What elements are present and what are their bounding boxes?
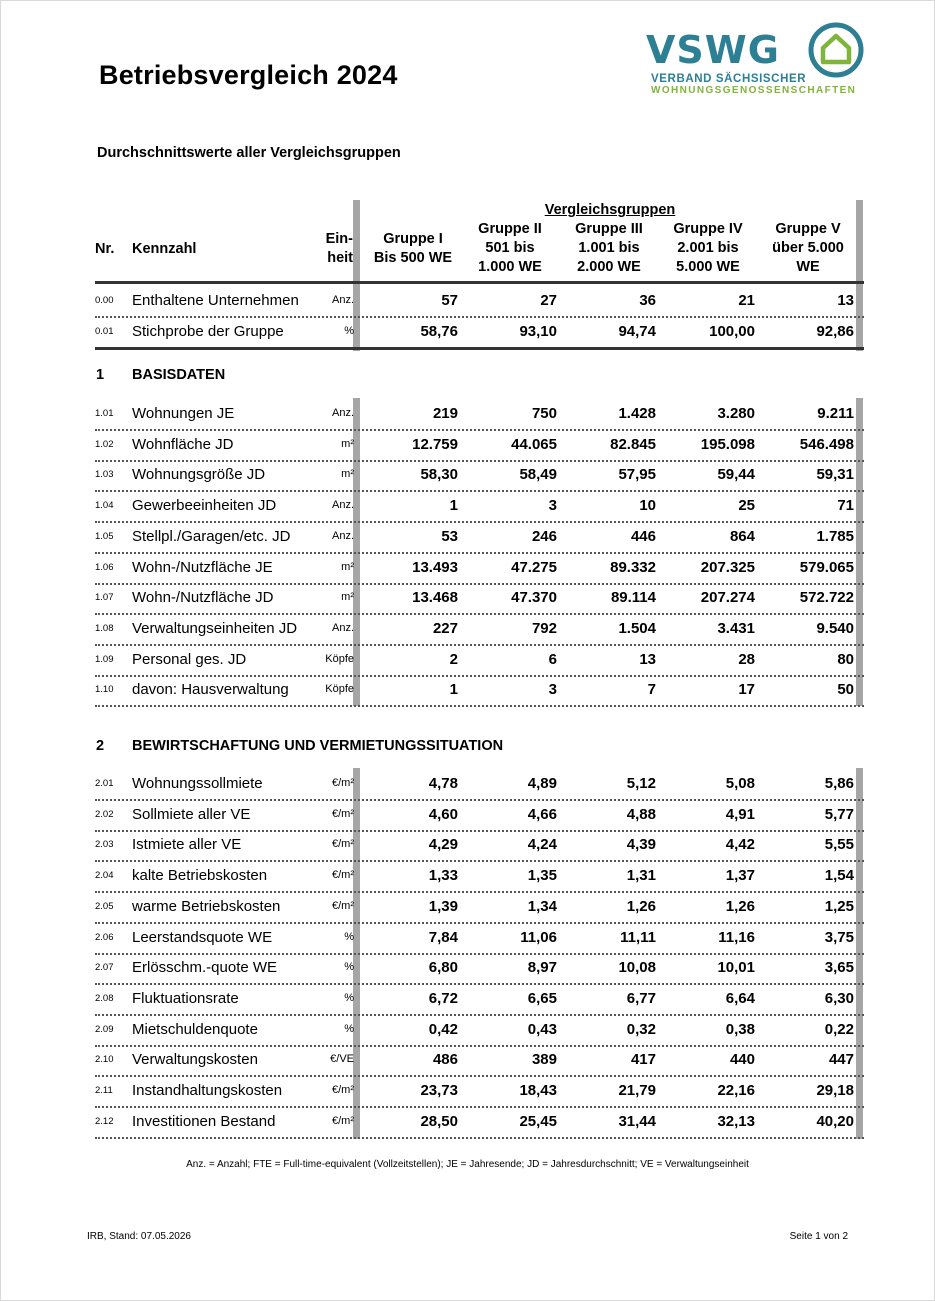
row-value-group-3: 36 <box>639 292 656 309</box>
group-header-line: 2.001 bis <box>677 240 739 256</box>
row-value-group-2: 8,97 <box>527 959 557 977</box>
row-kennzahl: Mietschuldenquote <box>132 1020 258 1038</box>
row-unit: Köpfe <box>325 683 354 696</box>
row-value-group-1: 4,78 <box>428 775 458 792</box>
row-value-group-2: 0,43 <box>527 1020 557 1038</box>
header-vergleichsgruppen: Vergleichsgruppen <box>544 202 676 218</box>
footer-source: IRB, Stand: 07.05.2026 <box>87 1231 191 1242</box>
table-row <box>95 491 864 520</box>
row-nr: 2.10 <box>95 1054 114 1066</box>
row-value-group-5: 5,77 <box>824 805 854 823</box>
row-nr: 0.00 <box>95 295 114 306</box>
row-nr: 1.10 <box>95 684 114 696</box>
header-einheit-line-1: Ein- <box>325 231 353 247</box>
row-value-group-2: 792 <box>531 619 557 637</box>
row-value-group-4: 21 <box>738 292 755 309</box>
row-value-group-3: 13 <box>639 650 656 668</box>
row-nr: 1.03 <box>95 469 114 481</box>
row-value-group-4: 5,08 <box>725 775 755 792</box>
table-row <box>95 984 864 1013</box>
row-value-group-3: 5,12 <box>626 775 656 792</box>
row-value-group-2: 4,89 <box>527 775 557 792</box>
row-unit: % <box>344 930 354 943</box>
row-value-group-3: 1,26 <box>626 897 656 915</box>
row-value-group-4: 4,91 <box>725 805 755 823</box>
row-value-group-1: 13.493 <box>412 558 458 576</box>
row-value-group-1: 4,60 <box>428 805 458 823</box>
row-value-group-2: 389 <box>531 1051 557 1069</box>
row-nr: 1.01 <box>95 408 114 419</box>
row-value-group-4: 207.274 <box>700 589 755 607</box>
row-value-group-5: 92,86 <box>816 323 854 340</box>
row-kennzahl: Wohnungen JE <box>132 405 235 422</box>
header-kennzahl: Kennzahl <box>132 241 197 257</box>
row-unit: Anz. <box>331 294 354 306</box>
row-value-group-4: 10,01 <box>717 959 755 977</box>
row-unit: % <box>344 1022 354 1035</box>
row-unit: €/m² <box>332 869 354 882</box>
row-nr: 2.12 <box>95 1115 114 1127</box>
table-row <box>95 583 864 612</box>
row-value-group-4: 4,42 <box>725 836 755 854</box>
row-value-group-1: 1 <box>449 681 458 699</box>
row-value-group-3: 7 <box>647 681 656 699</box>
row-unit: % <box>344 961 354 974</box>
row-value-group-5: 9.211 <box>817 405 854 422</box>
row-kennzahl: Personal ges. JD <box>132 650 247 668</box>
row-kennzahl: Investitionen Bestand <box>132 1112 276 1130</box>
row-value-group-1: 13.468 <box>412 589 458 607</box>
row-value-group-1: 58,30 <box>420 466 458 484</box>
row-nr: 2.11 <box>95 1085 113 1096</box>
row-value-group-4: 1,26 <box>725 897 755 915</box>
row-value-group-1: 1,33 <box>428 867 458 885</box>
row-value-group-1: 7,84 <box>428 928 458 946</box>
table-row <box>95 430 864 459</box>
row-kennzahl: Verwaltungseinheiten JD <box>132 619 298 637</box>
row-value-group-3: 0,32 <box>626 1020 656 1038</box>
row-value-group-3: 4,39 <box>626 836 656 854</box>
row-nr: 0.01 <box>95 326 114 337</box>
row-nr: 2.02 <box>95 808 114 820</box>
row-value-group-4: 28 <box>738 650 755 668</box>
table-row <box>95 769 864 798</box>
row-value-group-2: 25,45 <box>519 1112 557 1130</box>
group-header-line: 1.001 bis <box>578 240 640 256</box>
row-separator <box>95 705 864 707</box>
group-header-line: 501 bis <box>485 240 535 256</box>
row-value-group-3: 1.428 <box>618 405 656 422</box>
row-value-group-4: 25 <box>738 497 755 515</box>
row-value-group-3: 82.845 <box>610 435 656 453</box>
table-row <box>95 800 864 829</box>
row-value-group-1: 227 <box>432 619 458 637</box>
row-unit: €/m² <box>332 777 354 789</box>
row-value-group-4: 100,00 <box>709 323 755 340</box>
row-unit: % <box>344 325 354 337</box>
row-value-group-2: 3 <box>548 497 557 515</box>
row-value-group-5: 5,55 <box>824 836 854 854</box>
row-value-group-5: 1.785 <box>816 527 854 545</box>
row-value-group-1: 0,42 <box>428 1020 458 1038</box>
row-value-group-3: 1,31 <box>626 867 656 885</box>
group-header-line: Gruppe I <box>383 231 443 247</box>
row-separator <box>95 1137 864 1139</box>
row-value-group-2: 750 <box>531 405 557 422</box>
table-row <box>95 1076 864 1105</box>
row-kennzahl: davon: Hausverwaltung <box>132 681 289 699</box>
row-value-group-2: 246 <box>531 527 557 545</box>
row-nr: 2.01 <box>95 778 114 789</box>
row-value-group-4: 0,38 <box>725 1020 755 1038</box>
row-value-group-4: 22,16 <box>717 1082 755 1099</box>
row-value-group-3: 21,79 <box>618 1082 656 1099</box>
group-header-5 <box>758 220 858 277</box>
row-value-group-2: 44.065 <box>511 435 557 453</box>
row-value-group-5: 1,25 <box>824 897 854 915</box>
row-kennzahl: Wohn-/Nutzfläche JD <box>132 589 274 607</box>
row-nr: 2.08 <box>95 992 114 1004</box>
row-unit: Anz. <box>331 499 354 512</box>
row-value-group-5: 447 <box>828 1051 854 1069</box>
table-row <box>95 553 864 582</box>
row-nr: 2.09 <box>95 1023 114 1035</box>
row-value-group-3: 31,44 <box>618 1112 656 1130</box>
row-separator <box>95 347 864 350</box>
row-nr: 1.08 <box>95 622 114 634</box>
page-title: Betriebsvergleich 2024 <box>99 60 398 90</box>
row-kennzahl: Leerstandsquote WE <box>132 928 273 946</box>
row-value-group-2: 6,65 <box>527 989 557 1007</box>
row-value-group-1: 12.759 <box>412 435 458 453</box>
section-1-title: BASISDATEN <box>132 367 226 383</box>
row-value-group-5: 29,18 <box>816 1082 854 1099</box>
row-value-group-5: 80 <box>837 650 854 668</box>
row-nr: 2.05 <box>95 900 114 912</box>
table-row <box>95 892 864 921</box>
row-unit: m² <box>341 560 354 573</box>
row-nr: 2.06 <box>95 931 114 943</box>
row-value-group-1: 1 <box>449 497 458 515</box>
group-header-line: Gruppe IV <box>673 221 743 237</box>
row-value-group-4: 11,16 <box>718 928 755 946</box>
table-row <box>95 286 864 315</box>
row-value-group-4: 59,44 <box>717 466 755 484</box>
group-header-line: 2.000 WE <box>577 259 641 275</box>
row-value-group-5: 0,22 <box>824 1020 854 1038</box>
header-einheit-line-2: heit <box>327 250 353 266</box>
row-value-group-5: 546.498 <box>799 435 854 453</box>
row-kennzahl: Sollmiete aller VE <box>132 805 251 823</box>
table-row <box>95 1015 864 1044</box>
row-value-group-2: 47.275 <box>511 558 557 576</box>
row-nr: 2.03 <box>95 839 114 851</box>
row-value-group-3: 57,95 <box>618 466 656 484</box>
row-value-group-3: 446 <box>630 527 656 545</box>
row-kennzahl: warme Betriebskosten <box>132 897 281 915</box>
row-kennzahl: Wohn-/Nutzfläche JE <box>132 558 273 576</box>
row-kennzahl: Verwaltungskosten <box>132 1051 258 1069</box>
row-value-group-4: 195.098 <box>700 435 755 453</box>
row-value-group-4: 6,64 <box>725 989 755 1007</box>
row-value-group-1: 28,50 <box>420 1112 458 1130</box>
row-kennzahl: Enthaltene Unternehmen <box>132 292 299 309</box>
row-value-group-3: 10 <box>639 497 656 515</box>
table-row <box>95 399 864 428</box>
row-value-group-4: 440 <box>729 1051 755 1069</box>
row-value-group-5: 9.540 <box>816 619 854 637</box>
row-nr: 1.06 <box>95 561 114 573</box>
row-value-group-3: 6,77 <box>626 989 656 1007</box>
row-value-group-3: 10,08 <box>618 959 656 977</box>
row-nr: 1.09 <box>95 653 114 665</box>
row-unit: €/m² <box>332 899 354 912</box>
group-header-4 <box>658 220 758 277</box>
logo-wordmark: VSWG <box>646 28 780 72</box>
row-value-group-5: 579.065 <box>799 558 854 576</box>
footer-page-number: Seite 1 von 2 <box>789 1231 848 1242</box>
group-header-line: Bis 500 WE <box>373 250 453 266</box>
row-unit: €/m² <box>332 807 354 820</box>
row-kennzahl: Fluktuationsrate <box>132 989 239 1007</box>
row-value-group-4: 3.431 <box>717 619 755 637</box>
row-value-group-1: 6,72 <box>428 989 458 1007</box>
row-unit: m² <box>341 468 354 481</box>
group-header-line: Gruppe V <box>775 221 841 237</box>
table-row <box>95 1045 864 1074</box>
row-kennzahl: Erlösschm.-quote WE <box>132 959 278 977</box>
row-unit: €/m² <box>332 1084 354 1096</box>
row-nr: 1.02 <box>95 438 114 450</box>
row-value-group-2: 47.370 <box>511 589 557 607</box>
row-value-group-3: 94,74 <box>618 323 656 340</box>
row-unit: Köpfe <box>325 652 354 665</box>
section-2-title: BEWIRTSCHAFTUNG UND VERMIETUNGSSITUATION <box>132 738 504 754</box>
group-header-line: WE <box>796 259 820 275</box>
table-row <box>95 953 864 982</box>
row-value-group-2: 58,49 <box>519 466 557 484</box>
row-unit: % <box>344 991 354 1004</box>
row-value-group-5: 13 <box>837 292 854 309</box>
group-header-line: 1.000 WE <box>478 259 542 275</box>
row-value-group-5: 71 <box>837 497 854 515</box>
row-value-group-3: 1.504 <box>618 619 656 637</box>
row-value-group-1: 4,29 <box>428 836 458 854</box>
section-2-nr: 2 <box>96 738 105 754</box>
table-row <box>95 675 864 704</box>
row-value-group-1: 53 <box>441 527 458 545</box>
row-value-group-1: 6,80 <box>428 959 458 977</box>
row-kennzahl: Stichprobe der Gruppe <box>132 323 284 340</box>
row-value-group-1: 1,39 <box>428 897 458 915</box>
row-value-group-5: 50 <box>837 681 854 699</box>
header-einheit <box>313 230 353 268</box>
table-row <box>95 460 864 489</box>
table-row <box>95 645 864 674</box>
row-value-group-1: 57 <box>441 292 458 309</box>
row-value-group-3: 11,11 <box>620 928 656 946</box>
row-kennzahl: kalte Betriebskosten <box>132 867 268 885</box>
row-value-group-4: 3.280 <box>717 405 755 422</box>
row-value-group-1: 2 <box>449 650 458 668</box>
group-header-line: 5.000 WE <box>676 259 740 275</box>
row-kennzahl: Stellpl./Garagen/etc. JD <box>132 527 291 545</box>
house-icon <box>808 22 864 78</box>
table-row <box>95 861 864 890</box>
row-value-group-4: 32,13 <box>717 1112 755 1130</box>
group-header-line: Gruppe II <box>478 221 542 237</box>
logo-line-2: WOHNUNGSGENOSSENSCHAFTEN <box>651 85 857 96</box>
group-header-line: über 5.000 <box>772 240 844 256</box>
table-row <box>95 923 864 952</box>
group-header-line: Gruppe III <box>575 221 643 237</box>
row-value-group-4: 207.325 <box>700 558 755 576</box>
row-kennzahl: Wohnfläche JD <box>132 435 234 453</box>
row-nr: 1.07 <box>95 592 114 604</box>
table-row <box>95 1107 864 1136</box>
row-value-group-1: 486 <box>432 1051 458 1069</box>
logo-line-1: VERBAND SÄCHSISCHER <box>651 73 807 85</box>
row-value-group-2: 3 <box>548 681 557 699</box>
row-value-group-5: 572.722 <box>799 589 854 607</box>
page-subtitle: Durchschnittswerte aller Vergleichsgruppen <box>97 145 401 161</box>
row-value-group-1: 23,73 <box>420 1082 458 1099</box>
group-header-2 <box>460 220 560 277</box>
row-unit: m² <box>341 437 354 450</box>
row-value-group-5: 3,65 <box>824 959 854 977</box>
row-unit: €/m² <box>332 838 354 851</box>
row-value-group-1: 219 <box>432 405 458 422</box>
row-unit: Anz. <box>331 407 354 419</box>
row-value-group-5: 1,54 <box>824 867 854 885</box>
row-value-group-3: 4,88 <box>626 805 656 823</box>
group-header-3 <box>559 220 659 277</box>
row-value-group-3: 417 <box>630 1051 656 1069</box>
header-rule <box>95 281 864 284</box>
abbreviation-legend: Anz. = Anzahl; FTE = Full-time-equivalent (Vollzeitstellen); JE = Jahresende; JD = Jahresdurchschnitt; VE = Verwaltungseinheit <box>186 1159 749 1170</box>
row-value-group-4: 864 <box>729 527 755 545</box>
row-nr: 1.05 <box>95 530 114 542</box>
row-value-group-2: 93,10 <box>519 323 557 340</box>
row-unit: €/m² <box>332 1114 354 1127</box>
row-value-group-1: 58,76 <box>420 323 458 340</box>
row-value-group-5: 5,86 <box>824 775 854 792</box>
row-value-group-2: 27 <box>540 292 557 309</box>
row-unit: Anz. <box>331 529 354 542</box>
row-nr: 2.04 <box>95 870 114 882</box>
table-row <box>95 614 864 643</box>
table-row <box>95 522 864 551</box>
row-value-group-5: 40,20 <box>816 1112 854 1130</box>
section-1-nr: 1 <box>96 367 105 383</box>
row-value-group-2: 1,35 <box>527 867 557 885</box>
row-value-group-5: 6,30 <box>824 989 854 1007</box>
row-value-group-2: 6 <box>548 650 557 668</box>
row-value-group-3: 89.114 <box>610 589 656 607</box>
row-value-group-2: 4,66 <box>527 805 557 823</box>
vswg-logo <box>646 22 866 100</box>
row-unit: m² <box>341 591 354 604</box>
row-value-group-3: 89.332 <box>610 558 656 576</box>
row-kennzahl: Istmiete aller VE <box>132 836 242 854</box>
group-header-1 <box>363 230 463 268</box>
header-nr: Nr. <box>95 241 115 257</box>
table-row <box>95 317 864 346</box>
row-kennzahl: Gewerbeeinheiten JD <box>132 497 277 515</box>
row-unit: €/VE <box>330 1053 354 1066</box>
row-kennzahl: Instandhaltungskosten <box>132 1082 283 1099</box>
table-row <box>95 830 864 859</box>
row-value-group-4: 17 <box>738 681 755 699</box>
row-value-group-5: 59,31 <box>816 466 854 484</box>
row-value-group-2: 1,34 <box>527 897 557 915</box>
row-nr: 1.04 <box>95 500 114 512</box>
row-value-group-2: 11,06 <box>520 928 557 946</box>
row-kennzahl: Wohnungsgröße JD <box>132 466 266 484</box>
row-value-group-4: 1,37 <box>725 867 755 885</box>
row-nr: 2.07 <box>95 962 114 974</box>
row-value-group-5: 3,75 <box>824 928 854 946</box>
row-value-group-2: 18,43 <box>519 1082 557 1099</box>
row-value-group-2: 4,24 <box>527 836 557 854</box>
row-unit: Anz. <box>331 621 354 634</box>
row-kennzahl: Wohnungssollmiete <box>132 775 263 792</box>
